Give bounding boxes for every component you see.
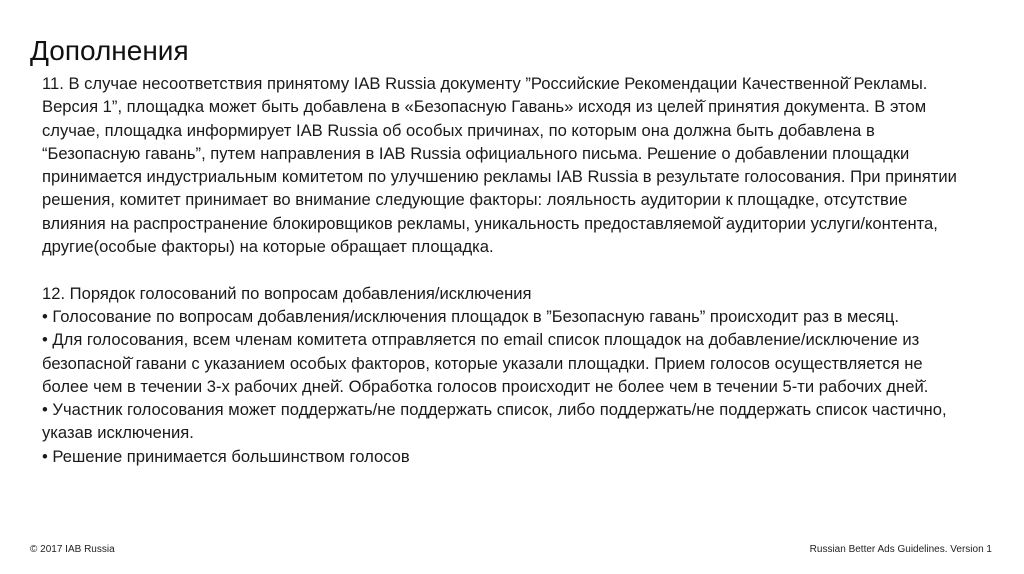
- slide-body: [42, 72, 972, 468]
- bullet-item: • Для голосования, всем членам комитета отправляется по email список площадок на добавление/исключение из безопасной̆ гавани с указанием особых факторов, которые указали площадки. Прием голосов осуществляется не более чем в течении 3-х рабочих дней̆. Обработка голосов происходит не более чем в течении 5-ти рабочих дней̆.: [42, 330, 929, 396]
- section-11-paragraph: 11. В случае несоответствия принятому IAB Russia документу ”Российские Рекомендации Качественной̆ Рекламы. Версия 1”, площадка может быть добавлена в «Безопасную Гавань» исходя из целей̆ принятия документа. В этом случае, площадка информирует IAB Russia об особых причинах, по которым она должна быть добавлена в “Безопасную гавань”, путем направления в IAB Russia официального письма. Решение о добавлении площадки принимается индустриальным комитетом по улучшению рекламы IAB Russia в результате голосования. При принятии решения, комитет принимает во внимание следующие факторы: лояльность аудитории к площадке, отсутствие влияния на распространение блокировщиков рекламы, уникальность предоставляемой̆ аудитории услуги/контента, другие(особые факторы) на которые обращает площадка.: [42, 74, 957, 257]
- slide-title: Дополнения: [30, 35, 189, 66]
- bullet-item: • Участник голосования может поддержать/не поддержать список, либо поддержать/не поддержать список частично, указав исключения.: [42, 400, 947, 443]
- footer-doc-version: Russian Better Ads Guidelines. Version 1: [809, 544, 992, 555]
- bullet-item: • Решение принимается большинством голосов: [42, 446, 410, 466]
- paragraph-gap: [42, 258, 972, 281]
- bullet-item: • Голосование по вопросам добавления/исключения площадок в ”Безопасную гавань” происходит раз в месяц.: [42, 306, 900, 326]
- section-12-heading: 12. Порядок голосований по вопросам добавления/исключения: [42, 283, 532, 303]
- footer-copyright: © 2017 IAB Russia: [30, 544, 115, 555]
